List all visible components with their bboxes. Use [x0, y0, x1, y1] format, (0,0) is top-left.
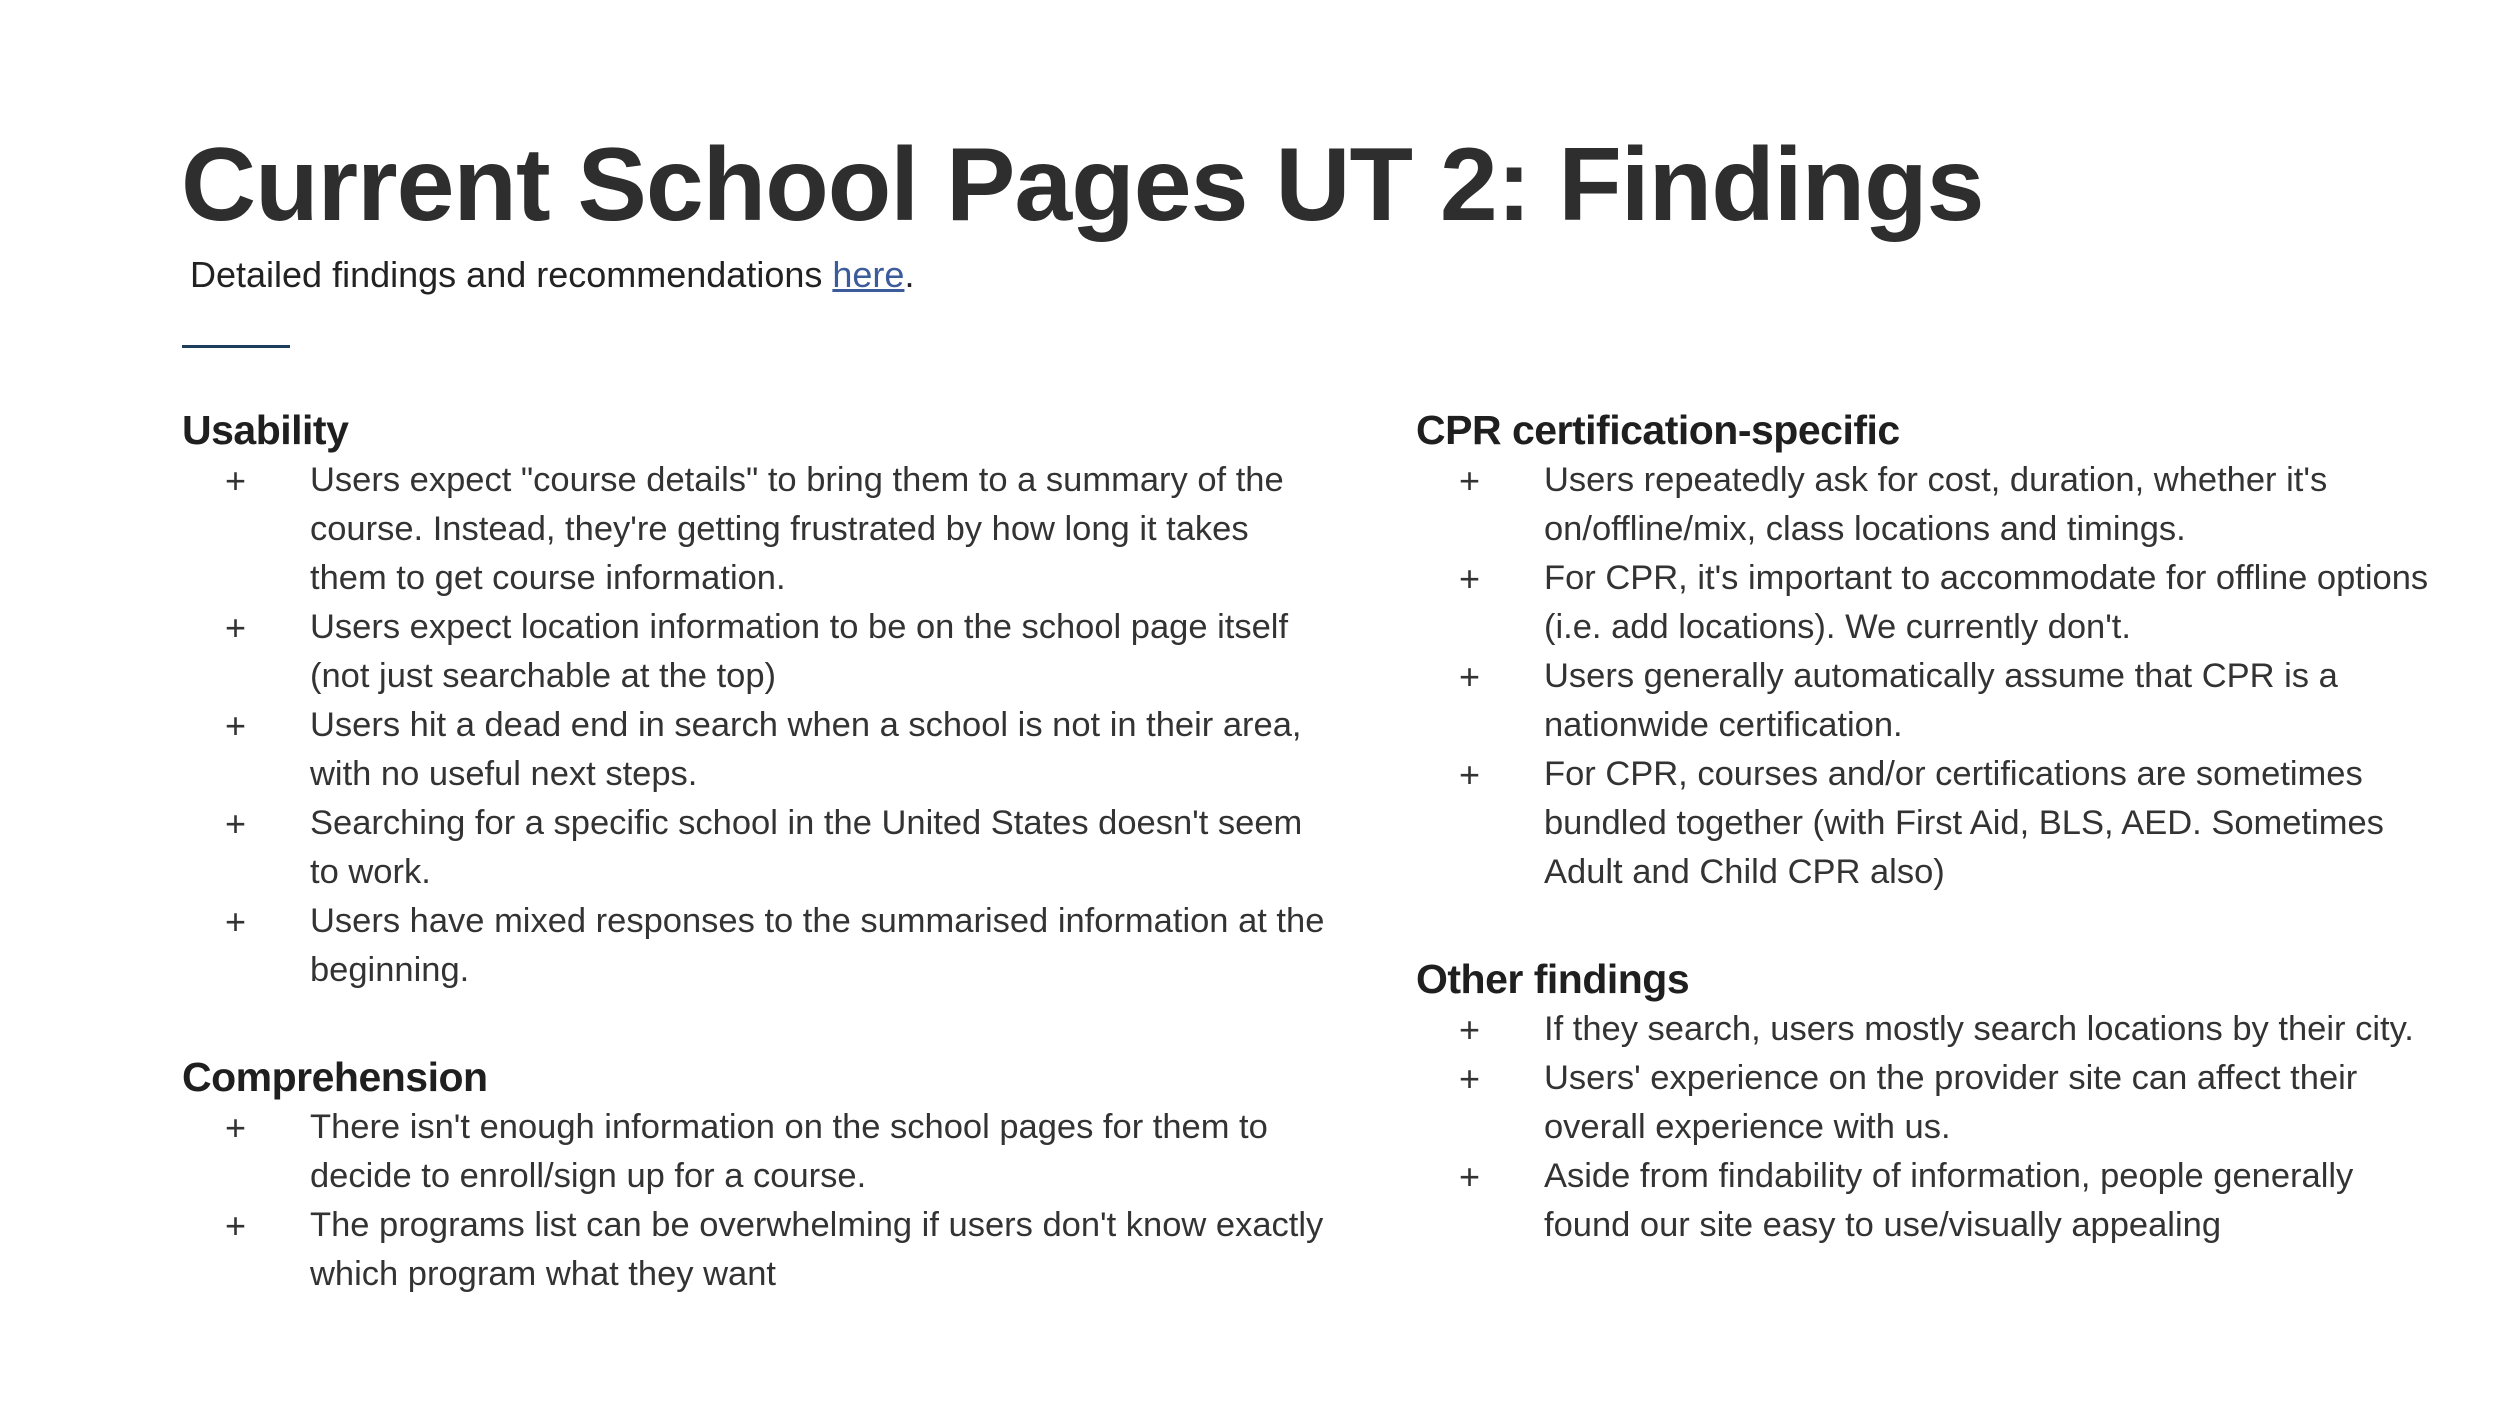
cpr-list	[1416, 456, 2436, 897]
subtitle	[190, 251, 914, 299]
details-link[interactable]: here	[832, 254, 905, 295]
list-item	[1416, 1054, 2436, 1152]
plus-icon: +	[1459, 1156, 1481, 1197]
list-item-text: If they search, users mostly search locations by their city.	[1544, 1010, 2414, 1048]
list-item	[182, 1201, 1332, 1299]
list-item	[1416, 1152, 2436, 1250]
page-title: Current School Pages UT 2: Findings	[181, 127, 1984, 243]
list-item-text: Users expect "course details" to bring them to a summary of the course. Instead, they're getting frustrated by how long it takes them to get course information.	[310, 461, 1284, 597]
other-findings-section	[1416, 953, 2436, 1250]
list-item	[182, 799, 1332, 897]
plus-icon: +	[225, 901, 247, 942]
list-item	[182, 1103, 1332, 1201]
list-item-text: Users expect location information to be on the school page itself (not just searchable at the top)	[310, 608, 1289, 695]
usability-heading: Usability	[182, 407, 349, 453]
plus-icon: +	[1459, 1009, 1481, 1050]
list-item-text: Users repeatedly ask for cost, duration, whether it's on/offline/mix, class locations and timings.	[1544, 461, 2328, 548]
list-item-text: Searching for a specific school in the United States doesn't seem to work.	[310, 804, 1303, 891]
usability-section	[182, 404, 1332, 995]
list-item	[1416, 554, 2436, 652]
plus-icon: +	[1459, 460, 1481, 501]
list-item-text: Users hit a dead end in search when a school is not in their area, with no useful next steps.	[310, 706, 1302, 793]
list-item-text: Users have mixed responses to the summarised information at the beginning.	[310, 902, 1325, 989]
left-column	[182, 404, 1332, 1355]
plus-icon: +	[225, 1205, 247, 1246]
subtitle-text: Detailed findings and recommendations	[190, 254, 833, 295]
list-item-text: The programs list can be overwhelming if users don't know exactly which program what they want	[310, 1206, 1324, 1293]
other-findings-heading: Other findings	[1416, 956, 1690, 1002]
list-item	[1416, 1005, 2436, 1054]
plus-icon: +	[1459, 1058, 1481, 1099]
usability-list	[182, 456, 1332, 995]
divider	[182, 345, 290, 348]
plus-icon: +	[1459, 754, 1481, 795]
list-item-text: Users generally automatically assume that CPR is a nationwide certification.	[1544, 657, 2338, 744]
plus-icon: +	[225, 460, 247, 501]
list-item-text: Aside from findability of information, people generally found our site easy to use/visually appealing	[1544, 1157, 2354, 1244]
subtitle-period: .	[904, 254, 915, 295]
comprehension-section	[182, 1051, 1332, 1299]
list-item-text: Users' experience on the provider site can affect their overall experience with us.	[1544, 1059, 2358, 1146]
other-findings-list	[1416, 1005, 2436, 1250]
list-item	[1416, 750, 2436, 897]
plus-icon: +	[225, 705, 247, 746]
list-item	[182, 603, 1332, 701]
list-item-text: For CPR, courses and/or certifications are sometimes bundled together (with First Aid, BLS, AED. Sometimes Adult and Child CPR also)	[1544, 755, 2384, 891]
list-item	[1416, 652, 2436, 750]
comprehension-heading: Comprehension	[182, 1054, 488, 1100]
plus-icon: +	[225, 803, 247, 844]
list-item-text: There isn't enough information on the school pages for them to decide to enroll/sign up for a course.	[310, 1108, 1268, 1195]
list-item	[182, 701, 1332, 799]
list-item	[182, 456, 1332, 603]
plus-icon: +	[1459, 656, 1481, 697]
list-item	[182, 897, 1332, 995]
comprehension-list	[182, 1103, 1332, 1299]
right-column	[1416, 404, 2436, 1306]
plus-icon: +	[225, 607, 247, 648]
cpr-heading: CPR certification-specific	[1416, 407, 1900, 453]
cpr-section	[1416, 404, 2436, 897]
plus-icon: +	[1459, 558, 1481, 599]
list-item	[1416, 456, 2436, 554]
plus-icon: +	[225, 1107, 247, 1148]
list-item-text: For CPR, it's important to accommodate for offline options (i.e. add locations). We currently don't.	[1544, 559, 2429, 646]
